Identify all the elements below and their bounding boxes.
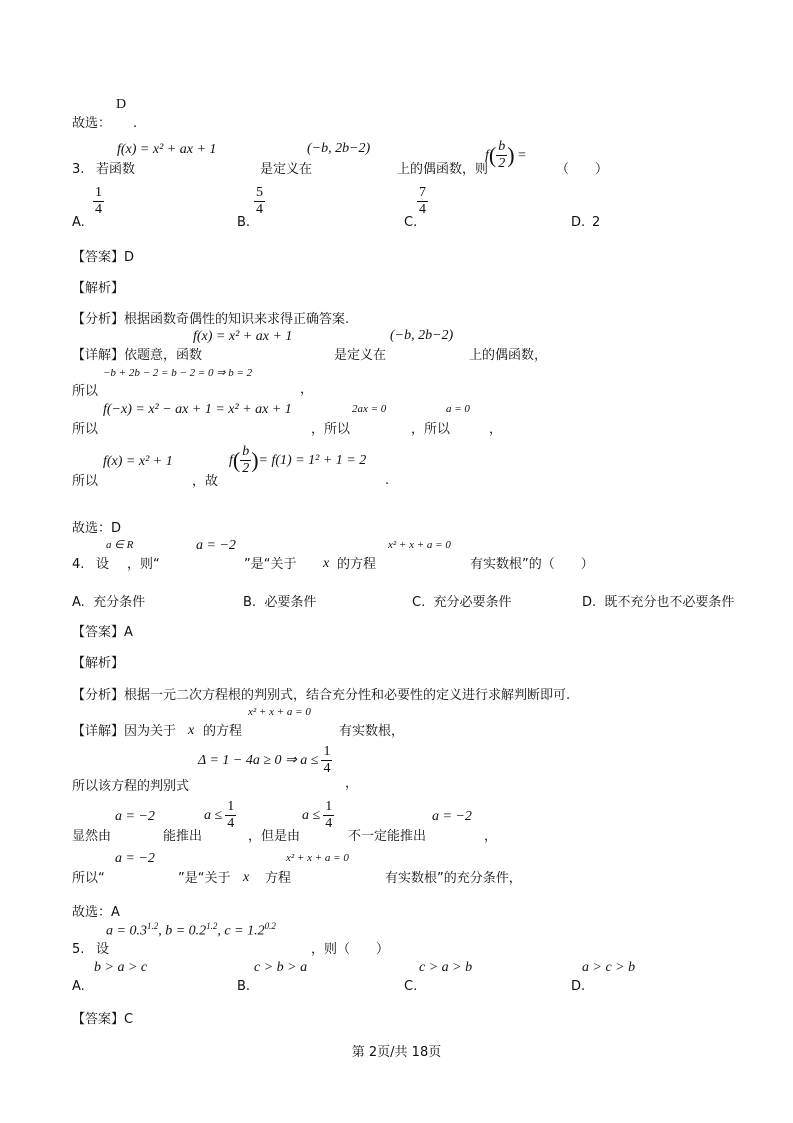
q3-analysis-tag: 【解析】: [72, 281, 125, 296]
q3-f-b2: f( $\frac{b}{2}$ ) =: [485, 139, 526, 171]
q3-option-b-label: B.: [237, 215, 251, 230]
q4-text-5: 有实数根”的（ ）: [470, 557, 594, 572]
q3-option-c-value: $\frac{7}{4}$: [419, 185, 426, 217]
q4-d4-text-d: 有实数根”的充分条件，: [385, 871, 522, 886]
q3-option-c-label: C.: [404, 215, 418, 230]
q3-detail-mid: 是定义在: [334, 348, 387, 363]
q4-text-2: ，则“: [127, 557, 160, 572]
q3-gu: ，故: [192, 474, 219, 489]
q3-function: f(x) = x² + ax + 1: [117, 142, 217, 157]
q3-text-1: 若函数: [96, 162, 136, 177]
q5-answer: 【答案】C: [72, 1012, 134, 1027]
q4-detail-end: 有实数根，: [339, 724, 405, 739]
q3-suoyi-5: 所以: [72, 474, 99, 489]
q4-d4-text-c: 方程: [265, 871, 292, 886]
q4-d4-eq2: x² + x + a = 0: [286, 852, 349, 864]
q4-d3-eq2: a ≤ $\frac{1}{4}$: [204, 799, 235, 831]
q4-x: x: [323, 556, 330, 571]
q4-d3-eq4: a = −2: [432, 809, 472, 824]
q4-detail-eq: x² + x + a = 0: [248, 706, 311, 718]
q5-option-d-label: D.: [571, 979, 586, 994]
q3-option-d-label: D.: [571, 215, 586, 230]
q5-option-b-label: B.: [237, 979, 251, 994]
q4-d4-x: x: [243, 870, 250, 885]
q4-d3-text-d: 不一定能推出: [348, 829, 427, 844]
q3-text-2: 是定义在: [260, 162, 313, 177]
q3-answer: 【答案】D: [72, 250, 135, 265]
q3-comma-2: ，: [489, 422, 503, 437]
q3-option-b-value: $\frac{5}{4}$: [256, 185, 263, 217]
q4-detail-mid: 的方程: [203, 724, 243, 739]
q4-fenxi: 【分析】根据一元二次方程根的判别式，结合充分性和必要性的定义进行求解判断即可.: [72, 688, 571, 703]
q4-d3-text-a: 显然由: [72, 829, 112, 844]
q3-interval: (−b, 2b−2): [307, 141, 371, 156]
q4-text-1: 设: [96, 557, 110, 572]
q4-number: 4.: [72, 557, 85, 572]
q3-final: 故选：D: [72, 521, 122, 536]
q4-detail-line1: 【详解】因为关于: [72, 724, 177, 739]
q4-option-a: A. 充分条件: [72, 595, 146, 610]
q3-suoyi-1: 所以: [72, 384, 99, 399]
q3-detail-function: f(x) = x² + ax + 1: [193, 329, 293, 344]
q3-comma-1: ，: [300, 382, 314, 397]
q4-option-d: D. 既不充分也不必要条件: [582, 595, 735, 610]
q4-d4-eq1: a = −2: [115, 851, 155, 866]
q4-text-4: 的方程: [337, 557, 377, 572]
q3-eq-b: −b + 2b − 2 = b − 2 = 0 ⇒ b = 2: [103, 367, 253, 379]
q3-option-d-value: 2: [592, 215, 601, 230]
page-footer: 第 2页/共 18页: [351, 1045, 442, 1060]
q3-paren: （ ）: [556, 162, 609, 177]
q3-detail-interval: (−b, 2b−2): [390, 328, 454, 343]
q3-eq-fx2: f(x) = x² + 1: [103, 454, 173, 469]
q5-number: 5.: [72, 942, 85, 957]
q4-discriminant: Δ = 1 − 4a ≥ 0 ⇒ a ≤ $\frac{1}{4}$: [198, 744, 331, 776]
q5-text-1: 设: [96, 942, 110, 957]
q4-detail-x: x: [188, 723, 195, 738]
q4-cond1: a ∈ R: [106, 539, 134, 551]
q3-suoyi-3: ，所以: [311, 422, 351, 437]
q3-eq-final: f( $\frac{b}{2}$ )= f(1) = 1² + 1 = 2: [229, 444, 367, 476]
q4-discriminant-label: 所以该方程的判别式: [72, 779, 190, 794]
q4-answer: 【答案】A: [72, 625, 133, 640]
q4-d3-eq1: a = −2: [115, 809, 155, 824]
q4-d4-text-b: ”是“关于: [178, 871, 231, 886]
q3-suoyi-2: 所以: [72, 422, 99, 437]
q5-text-2: ，则（ ）: [311, 942, 390, 957]
q3-eq-a0: a = 0: [446, 403, 470, 415]
q5-option-c-value: c > a > b: [419, 960, 473, 975]
prev-answer-dot: .: [133, 116, 138, 131]
q3-period: .: [385, 473, 390, 488]
q4-d3-text-c: ，但是由: [248, 829, 301, 844]
q4-analysis-tag: 【解析】: [72, 656, 125, 671]
q4-option-b: B. 必要条件: [243, 595, 317, 610]
q3-eq-fx: f(−x) = x² − ax + 1 = x² + ax + 1: [103, 402, 292, 417]
q5-option-c-label: C.: [404, 979, 418, 994]
q5-option-b-value: c > b > a: [254, 960, 308, 975]
q4-discriminant-comma: ，: [345, 776, 359, 791]
q3-eq-2ax: 2ax = 0: [352, 403, 387, 415]
q3-detail-line1: 【详解】依题意，函数: [72, 348, 203, 363]
prev-answer-letter: D: [116, 97, 127, 112]
q4-text-3: ”是“关于: [244, 557, 297, 572]
q3-option-a-label: A.: [72, 215, 85, 230]
q5-values: $a = 0.3^{1.2}$, $b = 0.2^{1.2}$, $c = 1.2^{0.2}$: [106, 921, 276, 939]
q4-d4-text-a: 所以“: [72, 871, 105, 886]
q4-d3-text-b: 能推出: [163, 829, 203, 844]
q5-option-a-label: A.: [72, 979, 85, 994]
q4-d3-eq3: a ≤ $\frac{1}{4}$: [302, 799, 333, 831]
q5-option-d-value: a > c > b: [582, 960, 636, 975]
prev-answer-label: 故选：: [72, 116, 112, 131]
q4-option-c: C. 充分必要条件: [412, 595, 512, 610]
q3-suoyi-4: ，所以: [411, 422, 451, 437]
q4-equation: x² + x + a = 0: [388, 539, 451, 551]
q4-cond2: a = −2: [196, 538, 236, 553]
q3-text-3: 上的偶函数，则: [397, 162, 489, 177]
q5-option-a-value: b > a > c: [94, 960, 148, 975]
q3-number: 3.: [72, 162, 85, 177]
q4-final: 故选：A: [72, 905, 120, 920]
q3-detail-end: 上的偶函数，: [469, 348, 548, 363]
q4-d3-text-e: ，: [484, 829, 498, 844]
q3-fenxi: 【分析】根据函数奇偶性的知识来求得正确答案.: [72, 312, 350, 327]
q3-option-a-value: $\frac{1}{4}$: [95, 185, 102, 217]
